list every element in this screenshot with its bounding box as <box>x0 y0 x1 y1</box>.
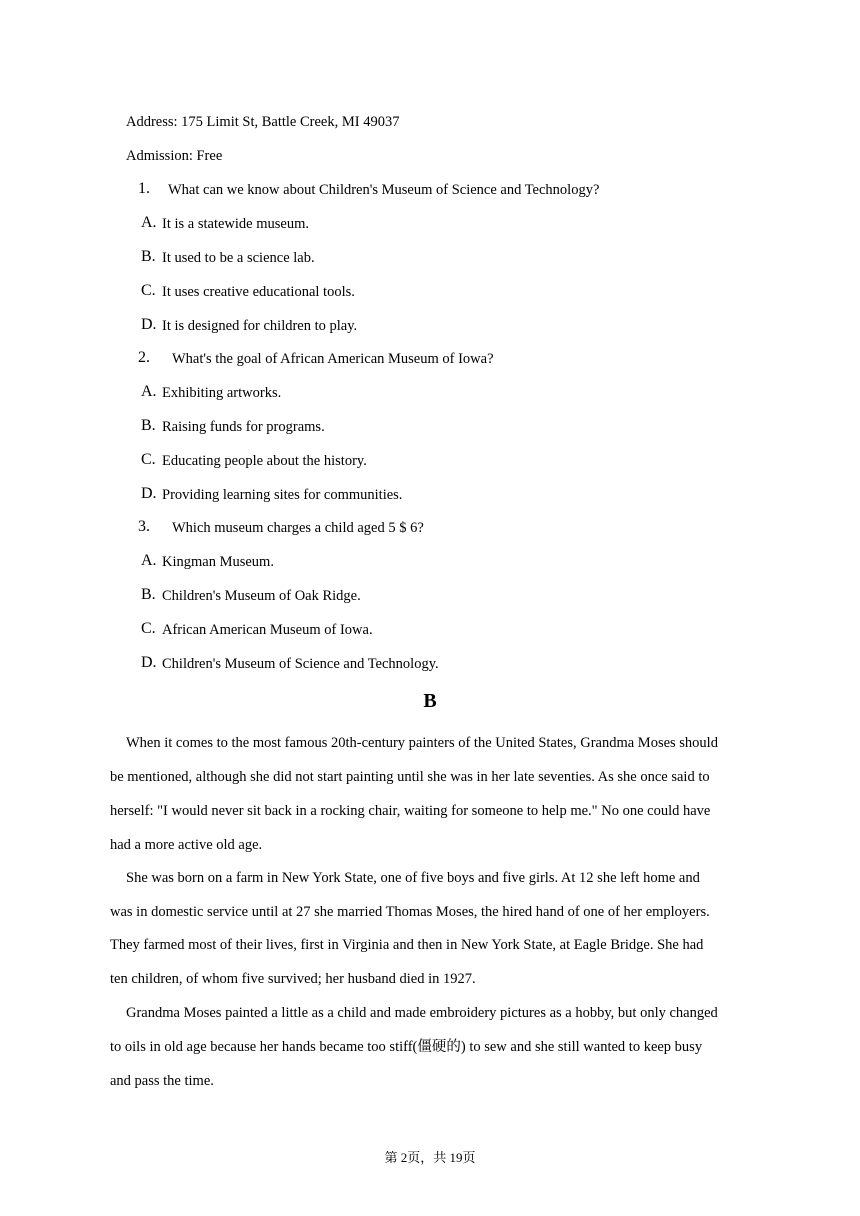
section-title: B <box>423 690 437 712</box>
question-number: 1. <box>138 180 150 197</box>
passage-line: was in domestic service until at 27 she married Thomas Moses, the hired hand of one of her employers. <box>110 904 710 920</box>
passage-line: They farmed most of their lives, first in Virginia and then in New York State, at Eagle Bridge. She had <box>110 937 704 953</box>
option-letter: D. <box>141 316 157 333</box>
passage-line: to oils in old age because her hands became too stiff(僵硬的) to sew and she still wanted to keep busy <box>110 1039 703 1055</box>
option-text: It is designed for children to play. <box>162 318 358 334</box>
passage-line: When it comes to the most famous 20th-century painters of the United States, Grandma Moses should <box>126 735 718 751</box>
passage-line: had a more active old age. <box>110 837 263 853</box>
option-letter: B. <box>141 248 156 265</box>
option-text: Children's Museum of Oak Ridge. <box>162 588 361 604</box>
passage-line: be mentioned, although she did not start painting until she was in her late seventies. As she once said to <box>110 769 710 785</box>
option-text: Exhibiting artworks. <box>162 385 282 401</box>
option-letter: D. <box>141 654 157 671</box>
option-text: Providing learning sites for communities. <box>162 487 403 503</box>
option-letter: C. <box>141 451 156 468</box>
option-text: Kingman Museum. <box>162 554 274 570</box>
option-text: It used to be a science lab. <box>162 250 315 266</box>
option-text: It is a statewide museum. <box>162 216 309 232</box>
option-text: Educating people about the history. <box>162 453 367 469</box>
option-text: African American Museum of Iowa. <box>162 622 373 638</box>
question-text: Which museum charges a child aged 5 $ 6? <box>172 520 424 536</box>
passage-line: herself: "I would never sit back in a rocking chair, waiting for someone to help me." No one could have <box>110 803 711 819</box>
passage-line: and pass the time. <box>110 1073 214 1089</box>
question-text: What's the goal of African American Museum of Iowa? <box>172 351 494 367</box>
option-letter: B. <box>141 417 156 434</box>
question-text: What can we know about Children's Museum of Science and Technology? <box>168 182 600 198</box>
question-number: 3. <box>138 518 150 535</box>
passage-line: ten children, of whom five survived; her husband died in 1927. <box>110 971 476 987</box>
address-line: Address: 175 Limit St, Battle Creek, MI 49037 <box>126 114 400 130</box>
passage-line: Grandma Moses painted a little as a child and made embroidery pictures as a hobby, but only changed <box>126 1005 718 1021</box>
option-letter: C. <box>141 620 156 637</box>
option-letter: C. <box>141 282 156 299</box>
option-text: Raising funds for programs. <box>162 419 325 435</box>
option-text: It uses creative educational tools. <box>162 284 355 300</box>
passage-line: She was born on a farm in New York State, one of five boys and five girls. At 12 she left home and <box>126 870 700 886</box>
option-letter: A. <box>141 383 157 400</box>
option-letter: A. <box>141 214 157 231</box>
option-letter: D. <box>141 485 157 502</box>
option-text: Children's Museum of Science and Technology. <box>162 656 439 672</box>
admission-line: Admission: Free <box>126 148 223 164</box>
page-number: 第 2页，共 19页 <box>384 1150 476 1165</box>
option-letter: B. <box>141 586 156 603</box>
question-number: 2. <box>138 349 150 366</box>
option-letter: A. <box>141 552 157 569</box>
